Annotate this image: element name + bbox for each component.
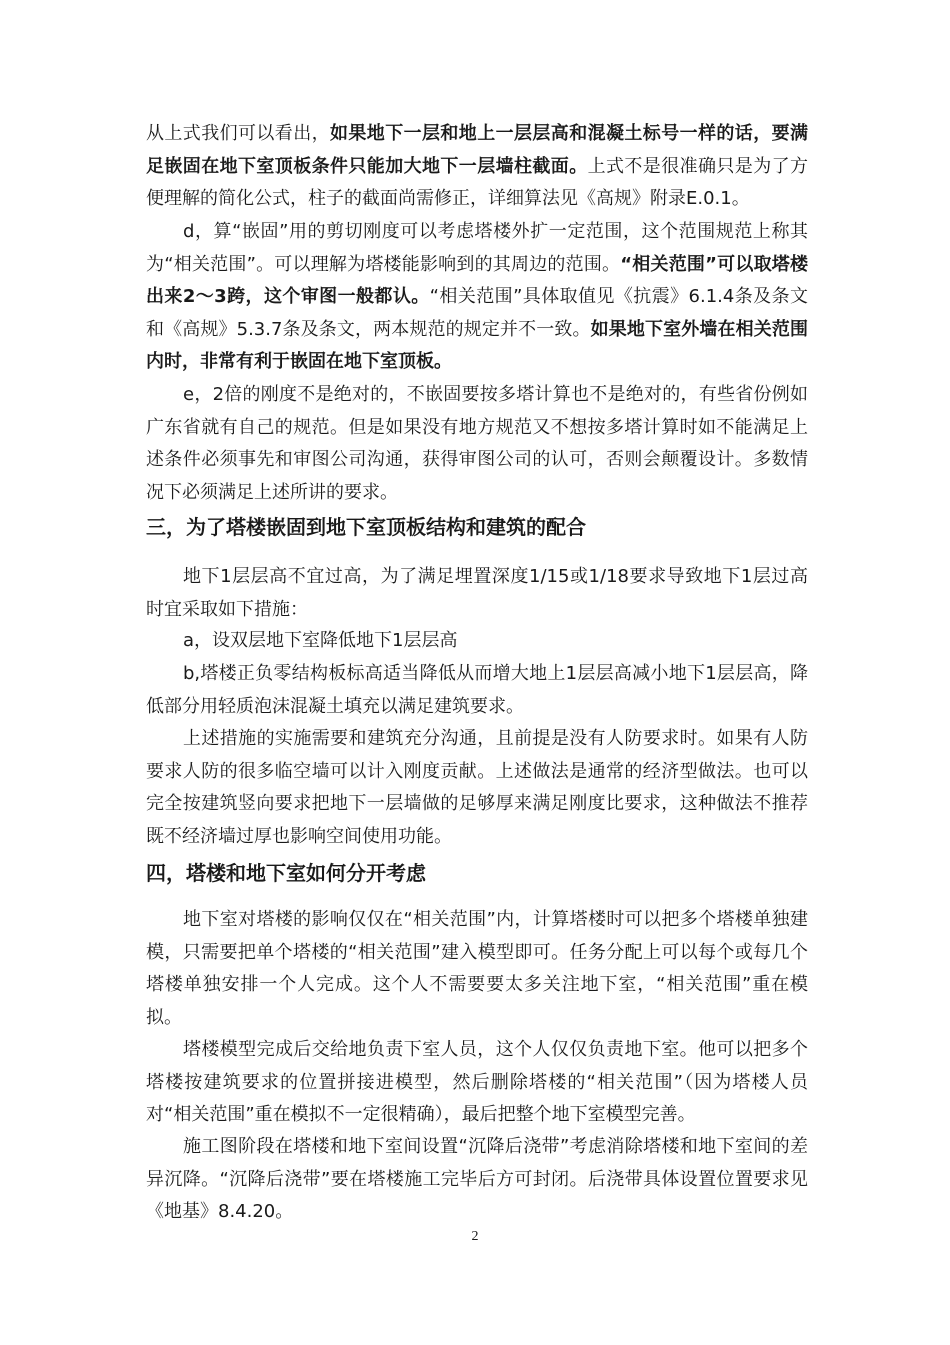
bold-text-run: “相关范围”可以取塔楼出来2～3跨，这个审图一般都认。 xyxy=(146,253,808,307)
text-run: 上式不是很准确只是为了方便理解的简化公式，柱子的截面尚需修正，详细算法见《高规》附录E.0.1。 xyxy=(146,155,809,209)
bold-text-run: 如果地下室外墙在相关范围内时，非常有利于嵌固在地下室顶板。 xyxy=(146,318,808,372)
paragraph-settlement-band: 施工图阶段在塔楼和地下室间设置“沉降后浇带”考虑消除塔楼和地下室间的差异沉降。“沉降后浇带”要在塔楼施工完毕后方可封闭。后浇带具体设置位置要求见《地基》8.4.20。 xyxy=(146,1136,808,1222)
paragraph-measures-intro: 地下1层层高不宜过高，为了满足埋置深度1/15或1/18要求导致地下1层过高时宜采取如下措施： xyxy=(146,566,808,620)
paragraph-measure-a: a，设双层地下室降低地下1层层高 xyxy=(183,630,458,651)
section-heading-4: 四，塔楼和地下室如何分开考虑 xyxy=(146,861,426,885)
paragraph-measure-b: b,塔楼正负零结构板标高适当降低从而增大地上1层层高减小地下1层层高，降低部分用轻质泡沫混凝土填充以满足建筑要求。 xyxy=(146,663,808,717)
paragraph-simplified-formula-note xyxy=(146,118,808,216)
paragraph-item-d xyxy=(146,216,808,379)
paragraph-tower-modeling: 地下室对塔楼的影响仅仅在“相关范围”内，计算塔楼时可以把多个塔楼单独建模，只需要把单个塔楼的“相关范围”建入模型即可。任务分配上可以每个或每几个塔楼单独安排一个人完成。这个人不需要要太多关注地下室，“相关范围”重在模拟。 xyxy=(146,909,808,1028)
section-heading-3: 三，为了塔楼嵌固到地下室顶板结构和建筑的配合 xyxy=(146,515,586,539)
bold-text-run: 如果地下一层和地上一层层高和混凝土标号一样的话，要满足嵌固在地下室顶板条件只能加大地下一层墙柱截面。 xyxy=(146,123,808,177)
paragraph-item-e: e，2倍的刚度不是绝对的，不嵌固要按多塔计算也不是绝对的，有些省份例如广东省就有自己的规范。但是如果没有地方规范又不想按多塔计算时如不能满足上述条件必须事先和审图公司沟通，获得审图公司的认可，否则会颠覆设计。多数情况下必须满足上述所讲的要求。 xyxy=(146,384,808,503)
text-run: d，算“嵌固”用的剪切刚度可以考虑塔楼外扩一定范围，这个范围规范上称其为“相关范围”。可以理解为塔楼能影响到的其周边的范围。 xyxy=(146,221,808,275)
text-run: “相关范围”具体取值见《抗震》6.1.4条及条文和《高规》5.3.7条及条文，两本规范的规定并不一致。 xyxy=(146,286,808,340)
page-number: 2 xyxy=(471,1229,479,1244)
text-run: 从上式我们可以看出， xyxy=(146,123,330,144)
paragraph-basement-modeling: 塔楼模型完成后交给地负责下室人员，这个人仅仅负责地下室。他可以把多个塔楼按建筑要求的位置拼接进模型，然后删除塔楼的“相关范围”（因为塔楼人员对“相关范围”重在模拟不一定很精确），最后把整个地下室模型完善。 xyxy=(146,1039,808,1125)
paragraph-measures-notes: 上述措施的实施需要和建筑充分沟通，且前提是没有人防要求时。如果有人防要求人防的很多临空墙可以计入刚度贡献。上述做法是通常的经济型做法。也可以完全按建筑竖向要求把地下一层墙做的足够厚来满足刚度比要求，这种做法不推荐既不经济墙过厚也影响空间使用功能。 xyxy=(146,728,808,847)
